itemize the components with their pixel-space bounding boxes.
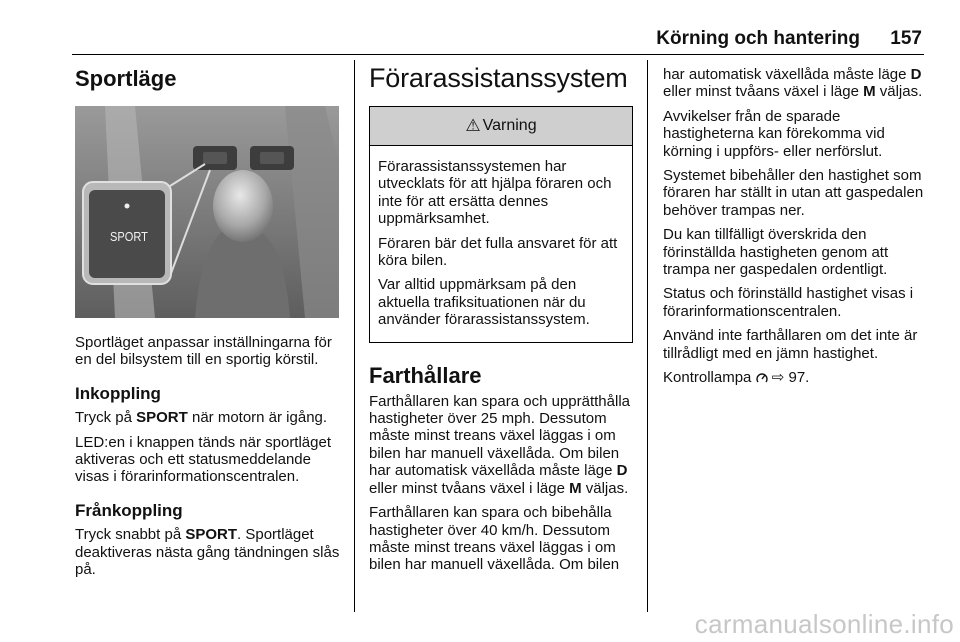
warning-p2: Föraren bär det fulla ansvaret för att köra bilen. [378, 234, 618, 270]
warning-box [369, 106, 633, 343]
watermark: carmanualsonline.info [694, 609, 954, 639]
column-left [75, 58, 345, 585]
warning-triangle-icon: ⚠ [465, 116, 481, 136]
col3-p4: Du kan tillfälligt överskrida den förinställda hastigheten genom att trampa ner gaspedalen ordentligt. [663, 226, 889, 279]
cruise-control-icon [756, 371, 768, 388]
column-right [663, 66, 927, 396]
farthallare-p1: Farthållaren kan spara och upprätthålla hastigheter över 25 mph. Dessutom måste minst treans växel läggas i om bilen har manuell växellåda. Om bilen har automatisk växellåda måste läge D eller minst tvåans växel i läge M väljas. [369, 392, 630, 497]
warning-p3: Var alltid uppmärksam på den aktuella trafiksituationen när du använder förarassistanssystem. [378, 276, 590, 329]
col3-p6: Använd inte farthållaren om det inte är tillrådligt med en jämn hastighet. [663, 327, 918, 362]
sport-button-photo [75, 106, 339, 318]
inkoppling-p1: Tryck på SPORT när motorn är igång. [75, 409, 328, 427]
col3-p2: Avvikelser från de sparade hastigheterna kan förekomma vid körning i uppförs- eller nerförslut. [663, 107, 885, 160]
heading-farthallare: Farthållare [369, 362, 482, 388]
section-heading-forarassistans: Förarassistanssystem [369, 63, 628, 93]
chapter-title: Körning och hantering [656, 28, 860, 49]
page-header [640, 28, 922, 52]
sport-button-label: SPORT [110, 229, 148, 244]
section-heading-sportlage: Sportläge [75, 66, 177, 91]
col3-p3: Systemet bibehåller den hastighet som föraren har ställt in utan att gaspedalen behöver trampas ner. [663, 167, 924, 219]
inkoppling-p2: LED:en i knappen tänds när sportläget aktiveras och ett statusmeddelande visas i förarinformationscentralen. [75, 433, 332, 486]
heading-inkoppling: Inkoppling [75, 383, 161, 403]
page-reference-icon: ⇨ [771, 369, 785, 387]
header-rule [72, 54, 924, 55]
column-divider-2 [647, 60, 648, 612]
warning-body [370, 146, 632, 342]
farthallare-p2: Farthållaren kan spara och bibehålla hastigheter över 40 km/h. Dessutom måste minst treans växel läggas i om bilen har manuell växellåda. Om bilen [369, 504, 620, 574]
warning-p1: Förarassistanssystemen har utvecklats för att hjälpa föraren och inte för att ersätta dennes uppmärksamhet. [378, 158, 612, 228]
page-number: 157 [890, 28, 922, 49]
warning-header [370, 107, 632, 146]
warning-title: Varning [482, 117, 537, 135]
column-divider-1 [354, 60, 355, 612]
column-middle [369, 62, 633, 581]
col3-p1: har automatisk växellåda måste läge D eller minst tvåans växel i läge M väljas. [663, 66, 923, 101]
col3-p5: Status och förinställd hastighet visas i förarinformationscentralen. [663, 285, 914, 320]
intro-paragraph: Sportläget anpassar inställningarna för en del bilsystem till en sportig körstil. [75, 334, 332, 369]
kontrollampa-ref: Kontrollampa ⇨ 97. [663, 369, 927, 388]
frankoppling-p1: Tryck snabbt på SPORT. Sportläget deaktiveras nästa gång tändningen slås på. [75, 526, 340, 579]
heading-frankoppling: Frånkoppling [75, 500, 183, 520]
